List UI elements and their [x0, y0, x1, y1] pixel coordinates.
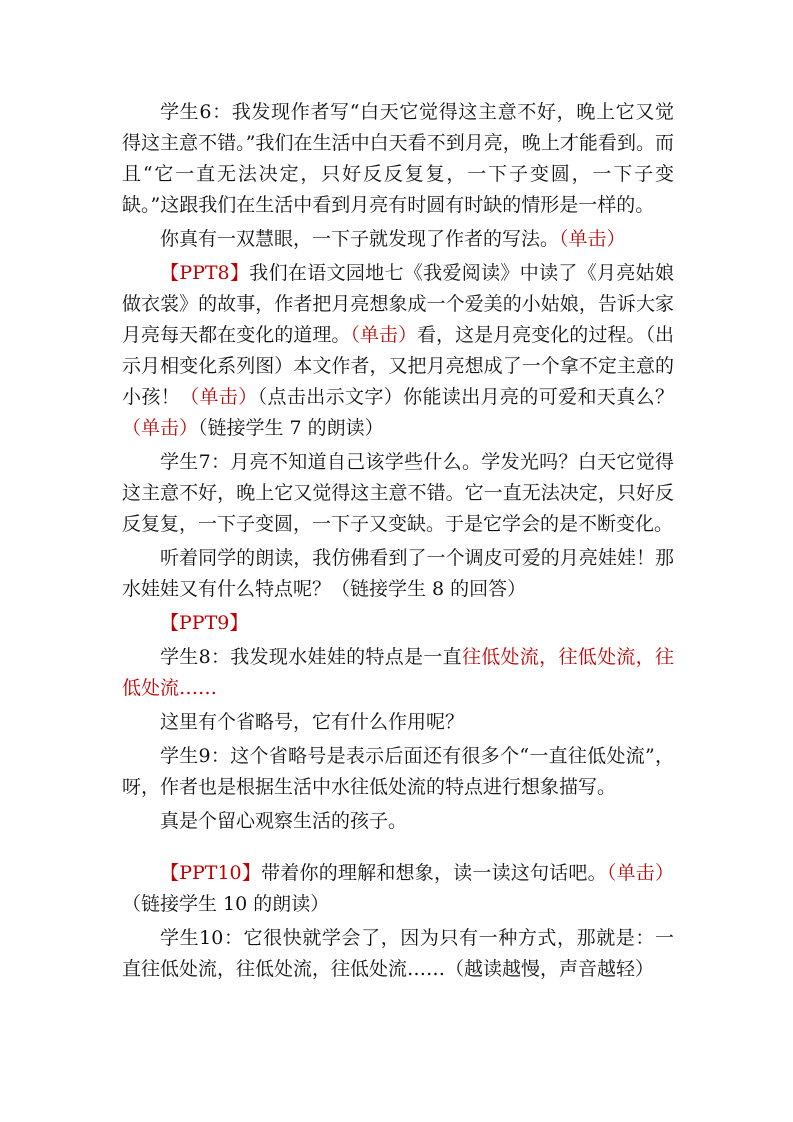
paragraph-ppt9 [122, 608, 674, 639]
student-8-text: 学生8：我发现水娃娃的特点是一直 [160, 646, 462, 668]
ppt10-text-2: （链接学生 10 的朗读） [122, 893, 330, 915]
paragraph-ellipsis-question [122, 707, 674, 738]
praise-text: 你真有一双慧眼，一下子就发现了作者的写法。 [160, 228, 560, 250]
ppt8-text-3: （点击出示文字）你能读出月亮的可爱和天真么？ [257, 386, 674, 408]
ellipsis-question-text: 这里有个省略号，它有什么作用呢？ [160, 711, 465, 733]
ppt9-tag: 【PPT9】 [160, 612, 249, 634]
paragraph-teacher-transition [122, 543, 674, 605]
paragraph-gap [122, 840, 674, 858]
paragraph-teacher-comment [122, 806, 674, 837]
ppt8-text-4: （链接学生 7 的朗读） [198, 417, 384, 439]
click-note-3: （单击） [122, 417, 199, 439]
paragraph-teacher-praise [122, 224, 674, 255]
transition-text: 听着同学的朗读，我仿佛看到了一个调皮可爱的月亮娃娃！那水娃娃又有什么特点呢？（链接学生 8 的回答） [122, 547, 674, 600]
student-6-text: 学生6：我发现作者写“白天它觉得这主意不好，晚上它又觉得这主意不错。”我们在生活中白天看不到月亮，晚上才能看到。而且“它一直无法决定，只好反反复复，一下子变圆，一下子变缺。”这跟我们在生活中看到月亮有时圆有时缺的情形是一样的。 [122, 101, 674, 216]
click-note-1: （单击） [350, 324, 418, 346]
ppt8-tag: 【PPT8】 [160, 262, 250, 284]
student-7-text: 学生7：月亮不知道自己该学些什么。学发光吗？白天它觉得这主意不好，晚上它又觉得这主意不错。它一直无法决定，只好反反复复，一下子变圆，一下子又变缺。于是它学会的是不断变化。 [122, 451, 674, 535]
paragraph-student-8 [122, 642, 674, 704]
student-10-text: 学生10：它很快就学会了，因为只有一种方式，那就是：一直往低处流，往低处流，往低处流……（越读越慢，声音越轻） [122, 927, 674, 980]
ppt10-text-1: 带着你的理解和想象，读一读这句话吧。 [261, 862, 607, 884]
ppt10-tag: 【PPT10】 [160, 862, 262, 884]
document-page [122, 97, 674, 988]
click-note-2: （单击） [180, 386, 258, 408]
paragraph-student-10 [122, 923, 674, 985]
paragraph-student-7 [122, 447, 674, 540]
ppt8-text-1: 我们在语文园地七《我爱阅读》中读了《月亮姑娘做衣裳》的故事，作者把月亮想象成一个爱美的小姑娘，告诉大家月亮每天都在变化的道理。 [122, 262, 674, 346]
comment-text: 真是个留心观察生活的孩子。 [160, 810, 408, 832]
paragraph-ppt8 [122, 258, 674, 444]
ppt8-text-2: 看，这是月亮变化的过程。（出示月相变化系列图）本文作者，又把月亮想成了一个拿不定主意的小孩！ [122, 324, 674, 408]
paragraph-student-9 [122, 741, 674, 803]
paragraph-student-6 [122, 97, 674, 221]
click-note: （单击） [559, 228, 626, 250]
click-note-4: （单击） [606, 862, 674, 884]
student-8-highlight: 往低处流，往低处流，往低处流…… [122, 646, 674, 699]
student-9-text: 学生9：这个省略号是表示后面还有很多个“一直往低处流”，呀，作者也是根据生活中水往低处流的特点进行想象描写。 [122, 745, 674, 798]
paragraph-ppt10 [122, 858, 674, 920]
